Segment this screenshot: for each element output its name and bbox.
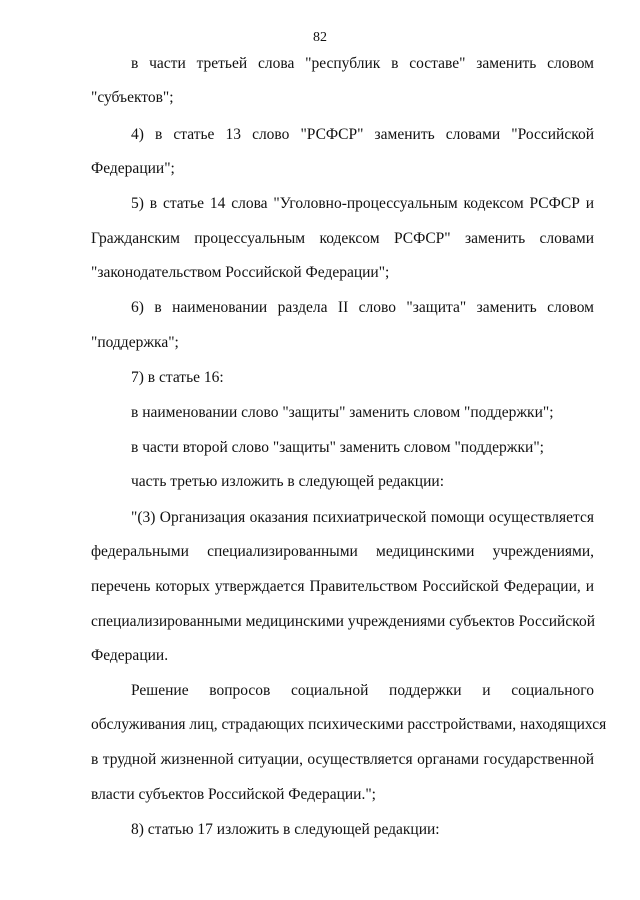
text-line: обслуживания лиц, страдающих психическими расстройствами, находящихся xyxy=(91,716,607,733)
text-line: "субъектов"; xyxy=(91,89,174,106)
text-line: Федерации. xyxy=(91,647,169,664)
text-line: часть третью изложить в следующей редакции: xyxy=(131,473,444,490)
text-line: 4) в статье 13 слово "РСФСР" заменить словами "Российской xyxy=(131,126,594,143)
text-line: федеральными специализированными медицинскими учреждениями, xyxy=(91,543,594,560)
text-line: в части второй слово "защиты" заменить словом "поддержки"; xyxy=(131,439,544,456)
text-line: в трудной жизненной ситуации, осуществляется органами государственной xyxy=(91,751,594,768)
text-line: Федерации"; xyxy=(91,160,175,177)
text-line: 8) статью 17 изложить в следующей редакции: xyxy=(131,821,440,838)
text-line: в наименовании слово "защиты" заменить словом "поддержки"; xyxy=(131,404,554,421)
text-line: 5) в статье 14 слова "Уголовно-процессуальным кодексом РСФСР и xyxy=(131,195,594,212)
page-number: 82 xyxy=(313,30,327,45)
text-line: Решение вопросов социальной поддержки и социального xyxy=(131,682,594,699)
text-line: в части третьей слова "республик в составе" заменить словом xyxy=(131,55,594,72)
text-line: 7) в статье 16: xyxy=(131,369,224,386)
text-line: перечень которых утверждается Правительством Российской Федерации, и xyxy=(91,578,594,595)
text-line: "поддержка"; xyxy=(91,334,179,351)
text-line: Гражданским процессуальным кодексом РСФСР" заменить словами xyxy=(91,230,594,247)
text-line: "законодательством Российской Федерации"; xyxy=(91,264,390,281)
text-line: "(3) Организация оказания психиатрической помощи осуществляется xyxy=(131,509,594,526)
text-line: специализированными медицинскими учреждениями субъектов Российской xyxy=(91,613,596,630)
text-line: 6) в наименовании раздела II слово "защита" заменить словом xyxy=(131,299,594,316)
text-line: власти субъектов Российской Федерации."; xyxy=(91,786,376,803)
